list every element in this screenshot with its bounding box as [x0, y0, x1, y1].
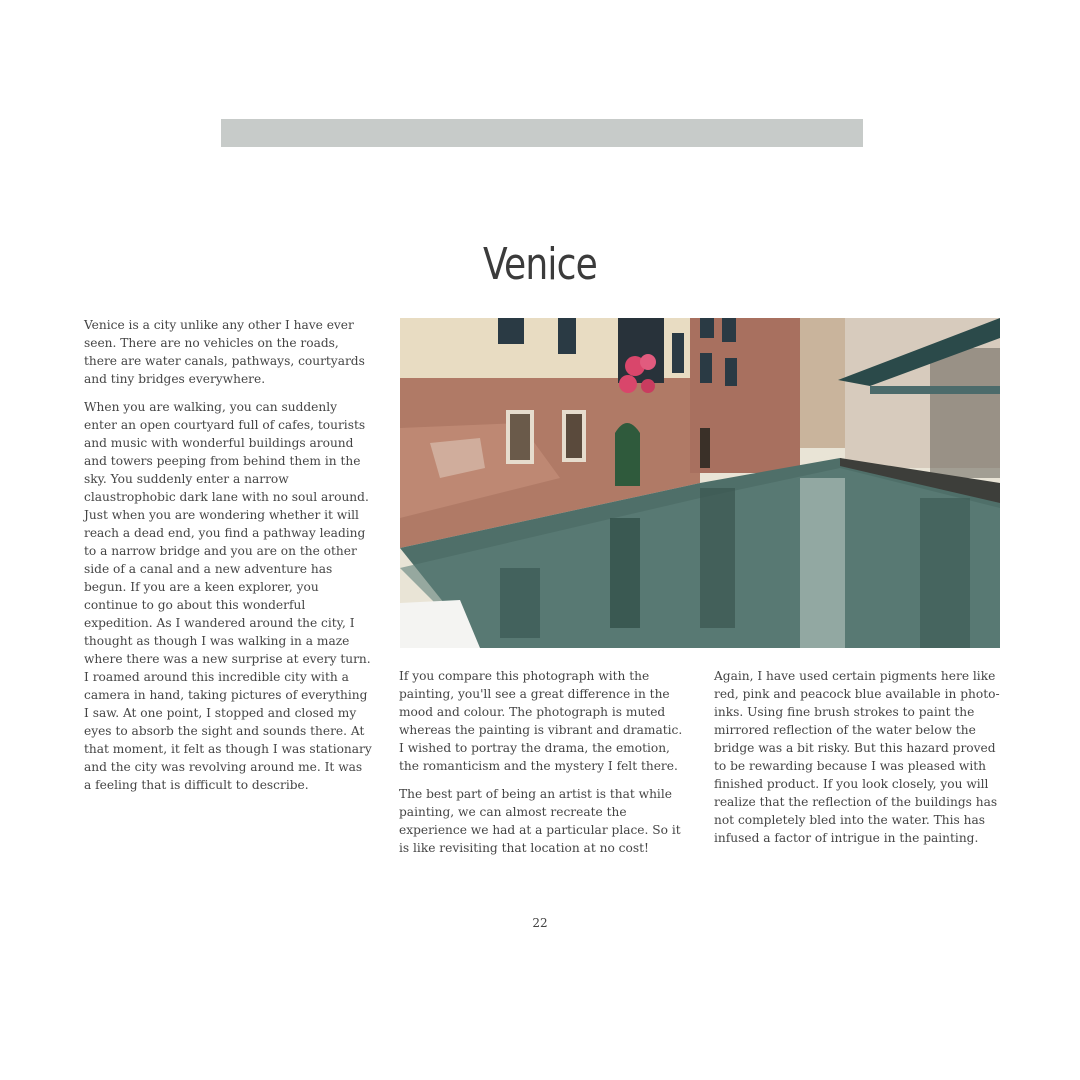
page-number: 22	[532, 916, 548, 930]
middle-text-column	[399, 667, 687, 867]
right-text-column	[714, 667, 1004, 857]
page-title: Venice	[482, 239, 598, 291]
middle-paragraph-1: If you compare this photograph with the painting, you'll see a great difference in the mood and colour. The photograph is muted whereas the painting is vibrant and dramatic. I wished to portray the drama, the emotion, the romanticism and the mystery I felt there.	[399, 669, 683, 773]
header-bar	[221, 119, 863, 147]
left-paragraph-2: When you are walking, you can suddenly enter an open courtyard full of cafes, tourists and music with wonderful buildings around and towers peeping from behind them in the sky. You suddenly enter a narrow claustrophobic dark lane with no soul around. Just when you are wondering whether it will reach a dead end, you find a pathway leading to a narrow bridge and you are on the other side of a canal and a new adventure has begun. If you are a keen explorer, you continue to go about this wonderful expedition. As I wandered around the city, I thought as though I was walking in a maze where there was a new surprise at every turn. I roamed around this incredible city with a camera in hand, taking pictures of everything I saw. At one point, I stopped and closed my eyes to absorb the sight and sounds there. At that moment, it felt as though I was stationary and the city was revolving around me. It was a feeling that is difficult to describe.	[84, 400, 372, 792]
middle-paragraph-2: The best part of being an artist is that while painting, we can almost recreate the experience we had at a particular place. So it is like revisiting that location at no cost!	[399, 787, 681, 855]
venice-canal-photo	[400, 318, 1000, 648]
right-paragraph-1: Again, I have used certain pigments here like red, pink and peacock blue available in photo-inks. Using fine brush strokes to paint the mirrored reflection of the water below the bridge was a bit risky. But this hazard proved to be rewarding because I was pleased with finished product. If you look closely, you will realize that the reflection of the buildings has not completely bled into the water. This has infused a factor of intrigue in the painting.	[714, 669, 1000, 845]
left-text-column	[84, 316, 372, 804]
left-paragraph-1: Venice is a city unlike any other I have ever seen. There are no vehicles on the roads, there are water canals, pathways, courtyards and tiny bridges everywhere.	[84, 318, 365, 386]
